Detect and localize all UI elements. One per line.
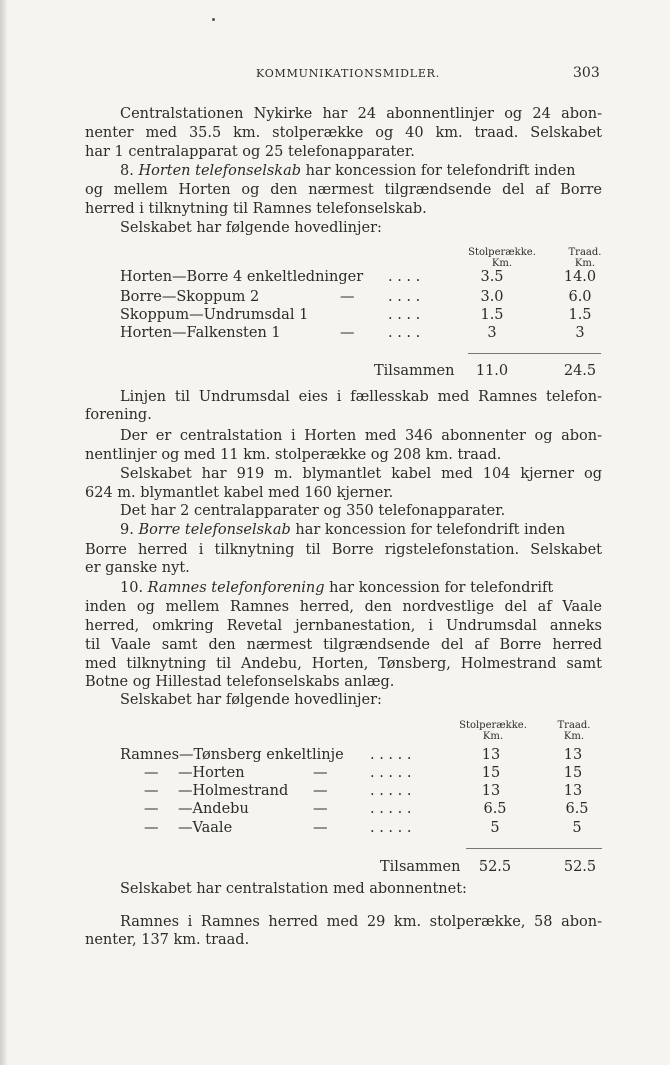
t2-row-2-dash: — — [313, 765, 328, 781]
intro-line-1: Centralstationen Nykirke har 24 abonnentlinjer og 24 abon- — [120, 106, 602, 122]
intro-line-2: nenter med 35.5 km. stolperække og 40 km. traad. Selskabet — [85, 125, 602, 141]
t2-row-1-stolp: 13 — [481, 747, 501, 763]
t2-row-2-route: —Horten — [178, 765, 245, 781]
sec10-line-2: inden og mellem Ramnes herred, den nordvestlige del af Vaale — [85, 599, 602, 615]
t2-row-1-leaders: . . . . . — [370, 747, 412, 763]
t1-total-label: Tilsammen — [374, 363, 455, 379]
t1-colhead-traad — [555, 247, 615, 269]
t1-row-3-leaders: . . . . — [388, 307, 421, 323]
t1-total-stolp: 11.0 — [475, 363, 509, 379]
sec8-name: Horten telefonselskab — [138, 163, 301, 179]
t2-row-3-route: —Holmestrand — [178, 783, 289, 799]
after1-line-5: Selskabet har 919 m. blymantlet kabel med 104 kjerner og — [120, 466, 602, 482]
t2-row-4-traad: 6.5 — [565, 801, 589, 817]
t2-row-5-route: —Vaale — [178, 820, 233, 836]
t2-row-2-stolp: 15 — [481, 765, 501, 781]
t1-row-1-route: Horten—Borre 4 enkeltledninger — [120, 269, 364, 285]
running-title: KOMMUNIKATIONSMIDLER. — [256, 67, 441, 80]
t2-row-2-traad: 15 — [563, 765, 583, 781]
t1-sum-rule — [468, 353, 601, 354]
page-edge — [0, 0, 7, 1065]
t1-row-3-traad: 1.5 — [568, 307, 592, 323]
t1-row-4-leaders: . . . . — [388, 325, 421, 341]
sec8-line-2: og mellem Horten og den nærmest tilgrændsende del af Borre — [85, 182, 602, 198]
sec9-line1-rest: har koncession for telefondrift inden — [295, 522, 566, 538]
t1-row-2-leaders: . . . . — [388, 289, 421, 305]
after1-line-3: Der er centralstation i Horten med 346 abonnenter og abon- — [120, 428, 602, 444]
closing-line-3: nenter, 137 km. traad. — [85, 932, 250, 948]
speck — [212, 18, 215, 21]
t1-row-2-route: Borre—Skoppum 2 — [120, 289, 260, 305]
t2-colhead-traad-unit: Km. — [563, 731, 585, 742]
t1-row-3-stolp: 1.5 — [480, 307, 504, 323]
t2-row-4-stolp: 6.5 — [483, 801, 507, 817]
sec9-line-3: er ganske nyt. — [85, 560, 190, 576]
after1-line-1: Linjen til Undrumsdal eies i fællesskab med Ramnes telefon- — [120, 389, 602, 405]
sec8-line1-rest: har koncession for telefondrift inden — [305, 163, 576, 179]
sec9-number: 9. — [120, 522, 134, 538]
t2-total-label: Tilsammen — [380, 859, 461, 875]
t1-colhead-stolp — [462, 247, 542, 269]
running-header — [0, 67, 670, 85]
after1-line-7: Det har 2 centralapparater og 350 telefonapparater. — [120, 503, 506, 519]
t2-row-3-traad: 13 — [563, 783, 583, 799]
sec9-line-2: Borre herred i tilknytning til Borre rigstelefonstation. Selskabet — [85, 542, 602, 558]
t1-row-2-dash: — — [340, 289, 355, 305]
t1-colhead-stolp-label: Stolperække. — [468, 247, 536, 258]
t2-row-4-leaders: . . . . . — [370, 801, 412, 817]
t2-row-2-ditto: — — [144, 765, 159, 781]
sec8-line-3: herred i tilknytning til Ramnes telefonselskab. — [85, 201, 427, 217]
sec10-line-3: herred, omkring Revetal jernbanestation, i Undrumsdal anneks — [85, 618, 602, 634]
t1-row-1-traad: 14.0 — [563, 269, 597, 285]
sec8-line-1 — [120, 162, 602, 180]
t2-row-4-dash: — — [313, 801, 328, 817]
sec8-hoved: Selskabet har følgende hovedlinjer: — [120, 220, 382, 236]
t2-total-traad: 52.5 — [563, 859, 597, 875]
t2-row-3-dash: — — [313, 783, 328, 799]
t2-row-1-traad: 13 — [563, 747, 583, 763]
closing-line-1: Selskabet har centralstation med abonnentnet: — [120, 881, 467, 897]
t1-total-traad: 24.5 — [563, 363, 597, 379]
sec10-line-4: til Vaale samt den nærmest tilgrændsende del af Borre herred — [85, 637, 602, 653]
t2-colhead-stolp — [453, 720, 533, 742]
t2-row-4-ditto: — — [144, 801, 159, 817]
t1-row-4-traad: 3 — [575, 325, 585, 341]
t2-row-5-leaders: . . . . . — [370, 820, 412, 836]
t1-colhead-traad-label: Traad. — [568, 247, 602, 258]
t1-row-2-stolp: 3.0 — [480, 289, 504, 305]
sec10-number: 10. — [120, 580, 144, 596]
sec10-line-5: med tilknytning til Andebu, Horten, Tønsberg, Holmestrand samt — [85, 656, 602, 672]
sec10-line-6: Botne og Hillestad telefonselskabs anlæg. — [85, 674, 395, 690]
t2-colhead-traad-label: Traad. — [557, 720, 591, 731]
after1-line-6: 624 m. blymantlet kabel med 160 kjerner. — [85, 485, 394, 501]
t2-colhead-stolp-unit: Km. — [482, 731, 504, 742]
closing-line-2: Ramnes i Ramnes herred med 29 km. stolperække, 58 abon- — [120, 914, 602, 930]
t1-colhead-traad-unit: Km. — [574, 258, 596, 269]
sec10-hoved: Selskabet har følgende hovedlinjer: — [120, 692, 382, 708]
t1-row-4-route: Horten—Falkensten 1 — [120, 325, 281, 341]
t2-sum-rule — [466, 848, 602, 849]
intro-line-3: har 1 centralapparat og 25 telefonapparater. — [85, 144, 415, 160]
t2-row-5-ditto: — — [144, 820, 159, 836]
t2-row-5-traad: 5 — [572, 820, 582, 836]
t2-row-3-stolp: 13 — [481, 783, 501, 799]
sec10-name: Ramnes telefonforening — [147, 580, 325, 596]
t2-row-3-ditto: — — [144, 783, 159, 799]
sec9-line-1 — [120, 521, 602, 539]
after1-line-2: forening. — [85, 407, 152, 423]
sec10-line-1 — [120, 579, 602, 597]
after1-line-4: nentlinjer og med 11 km. stolperække og 208 km. traad. — [85, 447, 502, 463]
sec8-number: 8. — [120, 163, 134, 179]
t1-row-4-dash: — — [340, 325, 355, 341]
t1-row-4-stolp: 3 — [487, 325, 497, 341]
t2-colhead-traad — [544, 720, 604, 742]
t2-row-1-route: Ramnes—Tønsberg enkeltlinje — [120, 747, 344, 763]
t2-row-4-route: —Andebu — [178, 801, 249, 817]
sec10-line1-rest: har koncession for telefondrift — [329, 580, 554, 596]
t2-total-stolp: 52.5 — [478, 859, 512, 875]
t2-row-5-dash: — — [313, 820, 328, 836]
page-number: 303 — [573, 65, 600, 81]
t1-row-3-route: Skoppum—Undrumsdal 1 — [120, 307, 309, 323]
t2-row-3-leaders: . . . . . — [370, 783, 412, 799]
t1-row-1-stolp: 3.5 — [480, 269, 504, 285]
t2-row-5-stolp: 5 — [490, 820, 500, 836]
t1-row-2-traad: 6.0 — [568, 289, 592, 305]
t2-row-2-leaders: . . . . . — [370, 765, 412, 781]
t2-colhead-stolp-label: Stolperække. — [459, 720, 527, 731]
t1-colhead-stolp-unit: Km. — [491, 258, 513, 269]
sec9-name: Borre telefonselskab — [138, 522, 291, 538]
t1-row-1-leaders: . . . . — [388, 269, 421, 285]
